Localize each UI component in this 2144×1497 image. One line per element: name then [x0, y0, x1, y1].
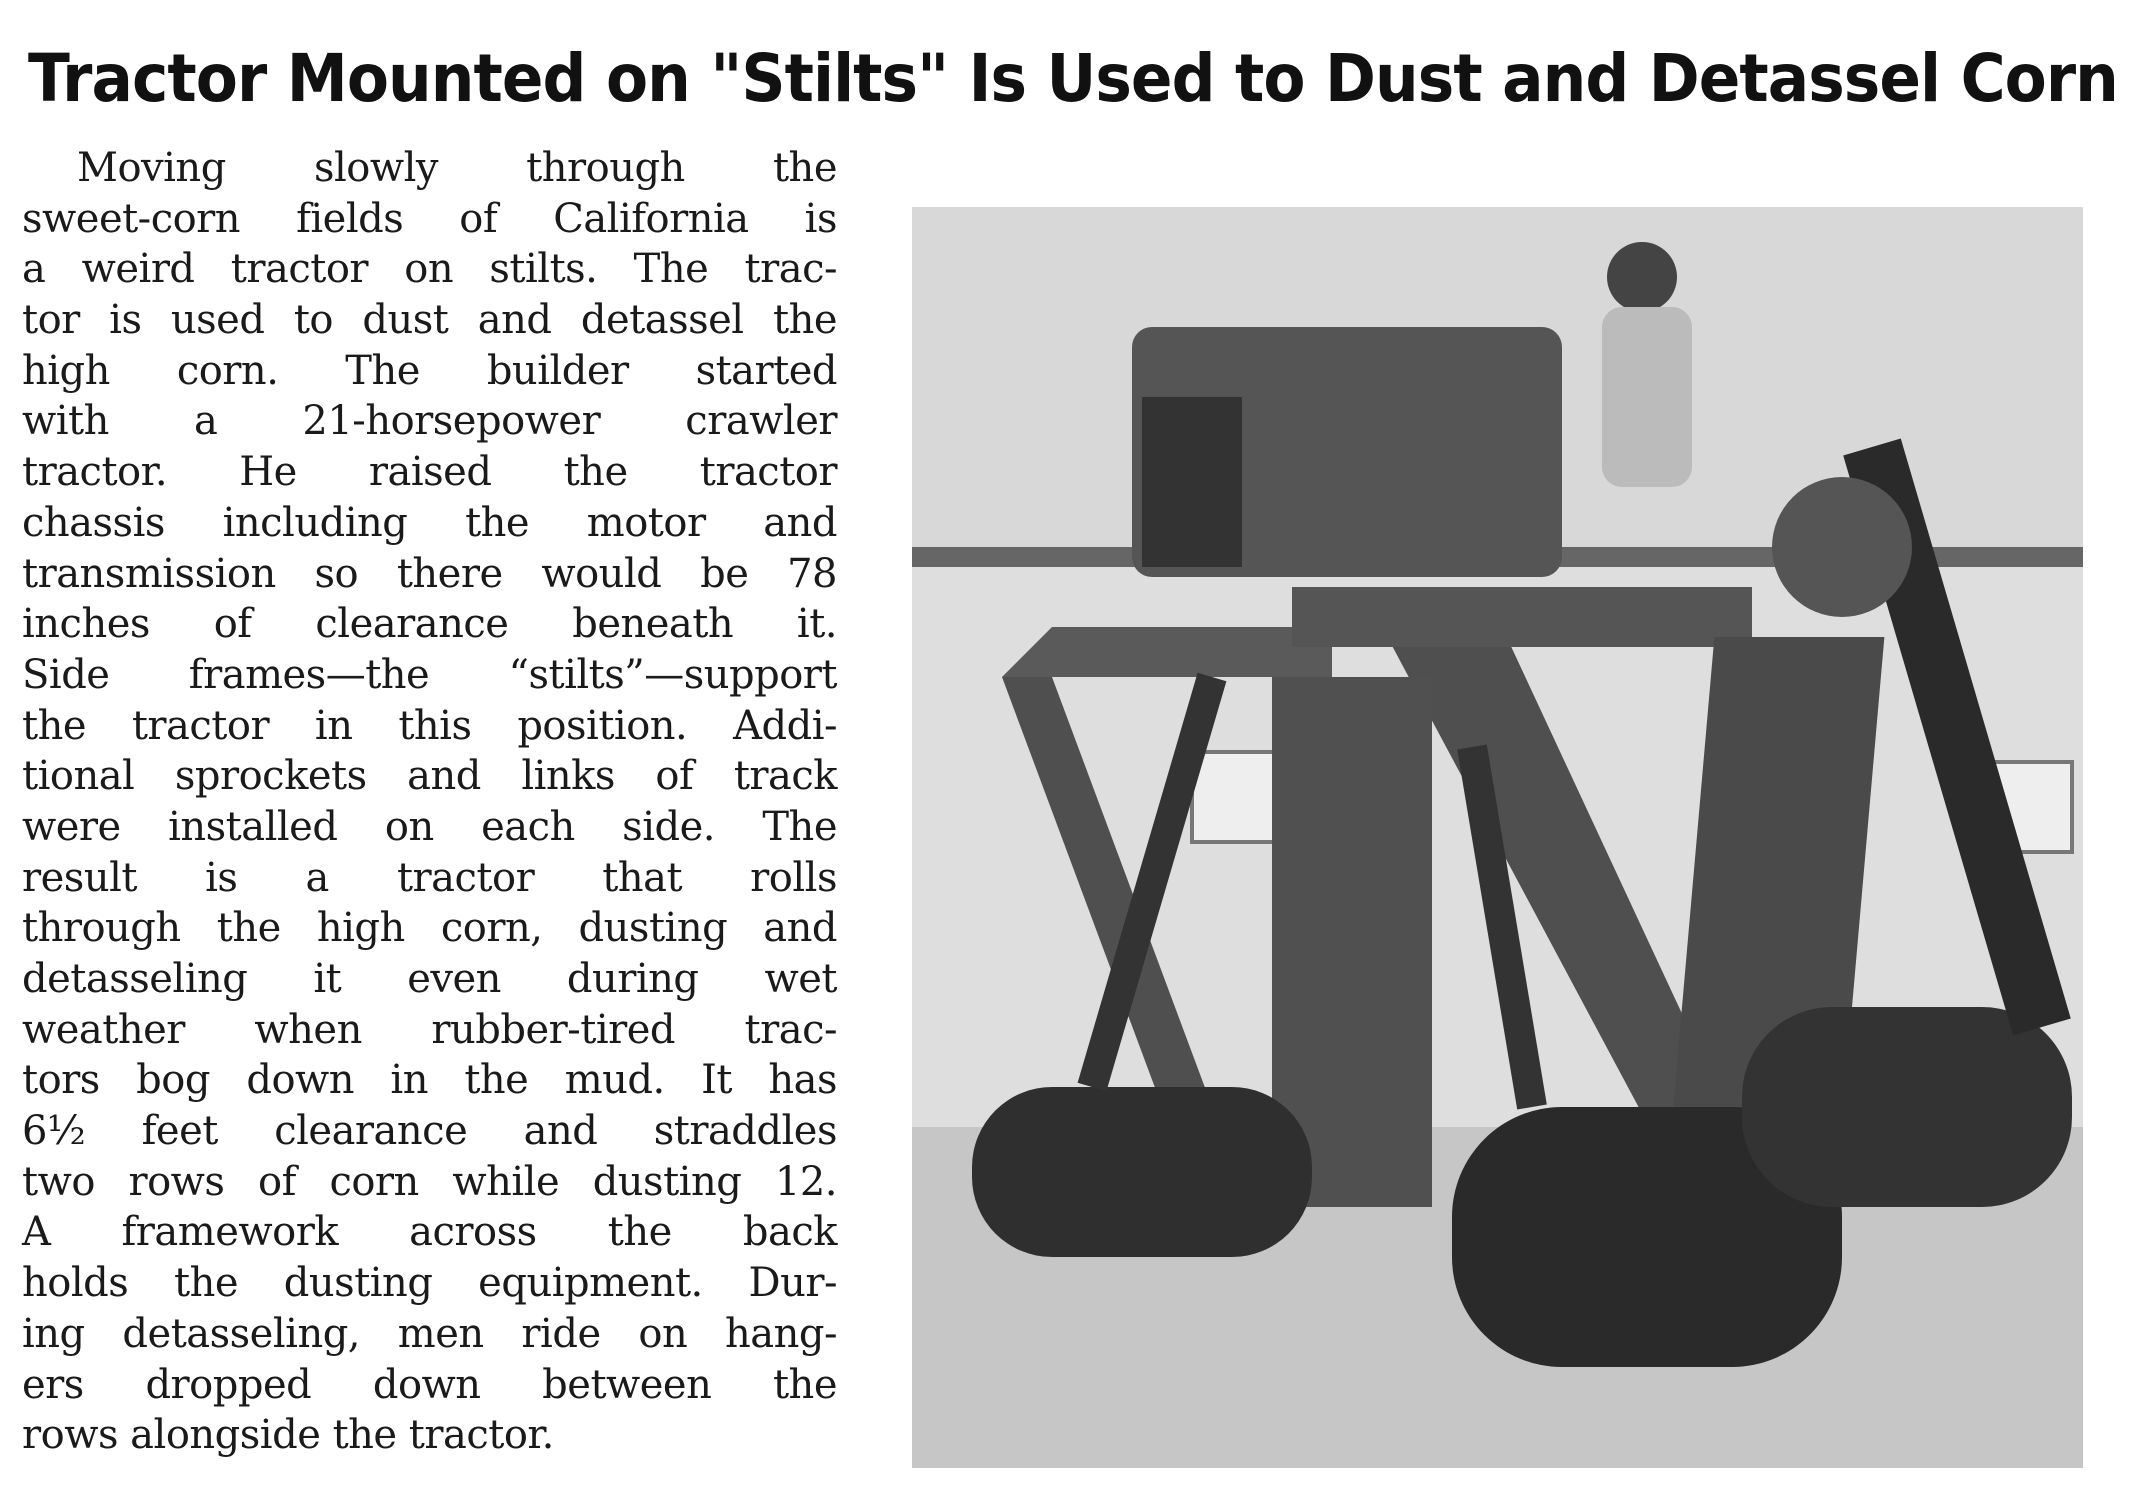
body-line: were installed on each side. The	[22, 803, 837, 850]
body-line: ing detasseling, men ride on hang-	[22, 1310, 837, 1357]
body-line: Side frames—the “stilts”—support	[22, 651, 837, 698]
tractor-photo	[912, 207, 2083, 1468]
body-line: tractor. He raised the tractor	[22, 449, 837, 496]
body-line: tors bog down in the mud. It has	[22, 1057, 837, 1104]
body-line: the tractor in this position. Addi-	[22, 702, 837, 749]
body-line: two rows of corn while dusting 12.	[22, 1158, 837, 1205]
article-body	[22, 143, 837, 1461]
body-line: tor is used to dust and detassel the	[22, 297, 837, 344]
body-line: Moving slowly through the	[77, 145, 837, 191]
body-line: ers dropped down between the	[22, 1361, 837, 1408]
tractor-illustration	[912, 207, 2083, 1468]
body-line: high corn. The builder started	[22, 347, 837, 394]
body-line: with a 21-horsepower crawler	[22, 398, 837, 445]
body-line: sweet-corn fields of California is	[22, 195, 837, 242]
body-line: A framework across the back	[22, 1209, 837, 1256]
body-line: result is a tractor that rolls	[22, 854, 837, 901]
body-line: 6½ feet clearance and straddles	[22, 1108, 837, 1155]
body-line: detasseling it even during wet	[22, 956, 837, 1002]
body-line: through the high corn, dusting and	[22, 905, 837, 952]
body-line: transmission so there would be 78	[22, 550, 837, 597]
body-line: weather when rubber-tired trac-	[22, 1006, 837, 1053]
body-line: rows alongside the tractor.	[22, 1412, 554, 1459]
body-line: chassis including the motor and	[22, 499, 837, 546]
body-line: a weird tractor on stilts. The trac-	[22, 246, 837, 293]
body-line: holds the dusting equipment. Dur-	[22, 1260, 837, 1307]
body-line: inches of clearance beneath it.	[22, 601, 837, 648]
body-line: tional sprockets and links of track	[22, 753, 837, 800]
article-title: Tractor Mounted on "Stilts" Is Used to Dust and Detassel Corn	[28, 40, 2118, 117]
